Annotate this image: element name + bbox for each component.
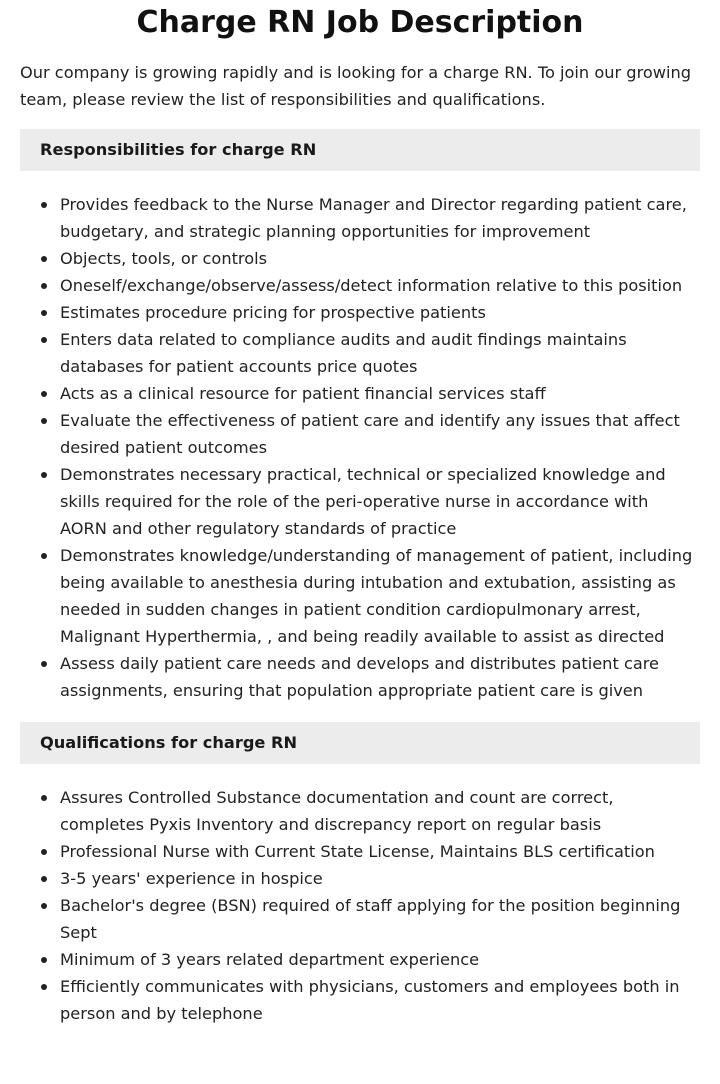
list-item-text: Acts as a clinical resource for patient financial services staff bbox=[60, 384, 546, 403]
list-item bbox=[60, 272, 700, 299]
list-item-text: Provides feedback to the Nurse Manager and Director regarding patient care, budgetary, and strategic planning opportunities for improvement bbox=[60, 195, 687, 241]
bullet-icon bbox=[41, 876, 47, 882]
bullet-icon bbox=[41, 903, 47, 909]
list-item bbox=[60, 461, 700, 542]
list-item bbox=[60, 542, 700, 650]
bullet-icon bbox=[41, 256, 47, 262]
list-item-text: Estimates procedure pricing for prospective patients bbox=[60, 303, 486, 322]
list-item-text: Oneself/exchange/observe/assess/detect information relative to this position bbox=[60, 276, 683, 295]
list-item bbox=[60, 892, 700, 946]
list-item bbox=[60, 838, 700, 865]
list-item bbox=[60, 650, 700, 704]
list-item-text: Minimum of 3 years related department experience bbox=[60, 950, 480, 969]
bullet-icon bbox=[41, 984, 47, 990]
list-item-text: Evaluate the effectiveness of patient care and identify any issues that affect desired patient outcomes bbox=[60, 411, 680, 457]
bullet-icon bbox=[41, 283, 47, 289]
list-item-text: Professional Nurse with Current State License, Maintains BLS certification bbox=[60, 842, 655, 861]
page-title: Charge RN Job Description bbox=[136, 5, 584, 40]
list-item bbox=[60, 973, 700, 1027]
bullet-icon bbox=[41, 337, 47, 343]
list-item-text: Bachelor's degree (BSN) required of staff applying for the position beginning Sept bbox=[60, 896, 681, 942]
list-item bbox=[60, 245, 700, 272]
responsibilities-header: Responsibilities for charge RN bbox=[20, 129, 700, 171]
list-item bbox=[60, 326, 700, 380]
list-item bbox=[60, 380, 700, 407]
bullet-icon bbox=[41, 202, 47, 208]
bullet-icon bbox=[41, 418, 47, 424]
bullet-icon bbox=[41, 472, 47, 478]
list-item-text: Enters data related to compliance audits and audit findings maintains databases for patient accounts price quotes bbox=[60, 330, 627, 376]
bullet-icon bbox=[41, 553, 47, 559]
responsibilities-list bbox=[20, 191, 700, 704]
list-item-text: Efficiently communicates with physicians, customers and employees both in person and by telephone bbox=[60, 977, 680, 1023]
list-item bbox=[60, 946, 700, 973]
list-item bbox=[60, 299, 700, 326]
list-item-text: Assures Controlled Substance documentation and count are correct, completes Pyxis Inventory and discrepancy report on regular basis bbox=[60, 788, 614, 834]
list-item-text: Objects, tools, or controls bbox=[60, 249, 268, 268]
list-item-text: Demonstrates necessary practical, technical or specialized knowledge and skills required for the role of the peri-operative nurse in accordance with AORN and other regulatory standards of practice bbox=[60, 465, 666, 538]
qualifications-list bbox=[20, 784, 700, 1027]
bullet-icon bbox=[41, 795, 47, 801]
intro-paragraph: Our company is growing rapidly and is looking for a charge RN. To join our growing team, please review the list of responsibilities and qualifications. bbox=[20, 63, 692, 109]
bullet-icon bbox=[41, 957, 47, 963]
list-item bbox=[60, 407, 700, 461]
bullet-icon bbox=[41, 661, 47, 667]
list-item-text: Assess daily patient care needs and develops and distributes patient care assignments, ensuring that population appropriate patient care is given bbox=[60, 654, 660, 700]
qualifications-header: Qualifications for charge RN bbox=[20, 722, 700, 764]
bullet-icon bbox=[41, 849, 47, 855]
list-item-text: Demonstrates knowledge/understanding of management of patient, including being available to anesthesia during intubation and extubation, assisting as needed in sudden changes in patient condition cardiopulmonary arrest, Malignant Hyperthermia, , and being readily available to assist as directed bbox=[60, 546, 693, 646]
bullet-icon bbox=[41, 310, 47, 316]
list-item-text: 3-5 years' experience in hospice bbox=[60, 869, 323, 888]
bullet-icon bbox=[41, 391, 47, 397]
list-item bbox=[60, 784, 700, 838]
list-item bbox=[60, 865, 700, 892]
list-item bbox=[60, 191, 700, 245]
